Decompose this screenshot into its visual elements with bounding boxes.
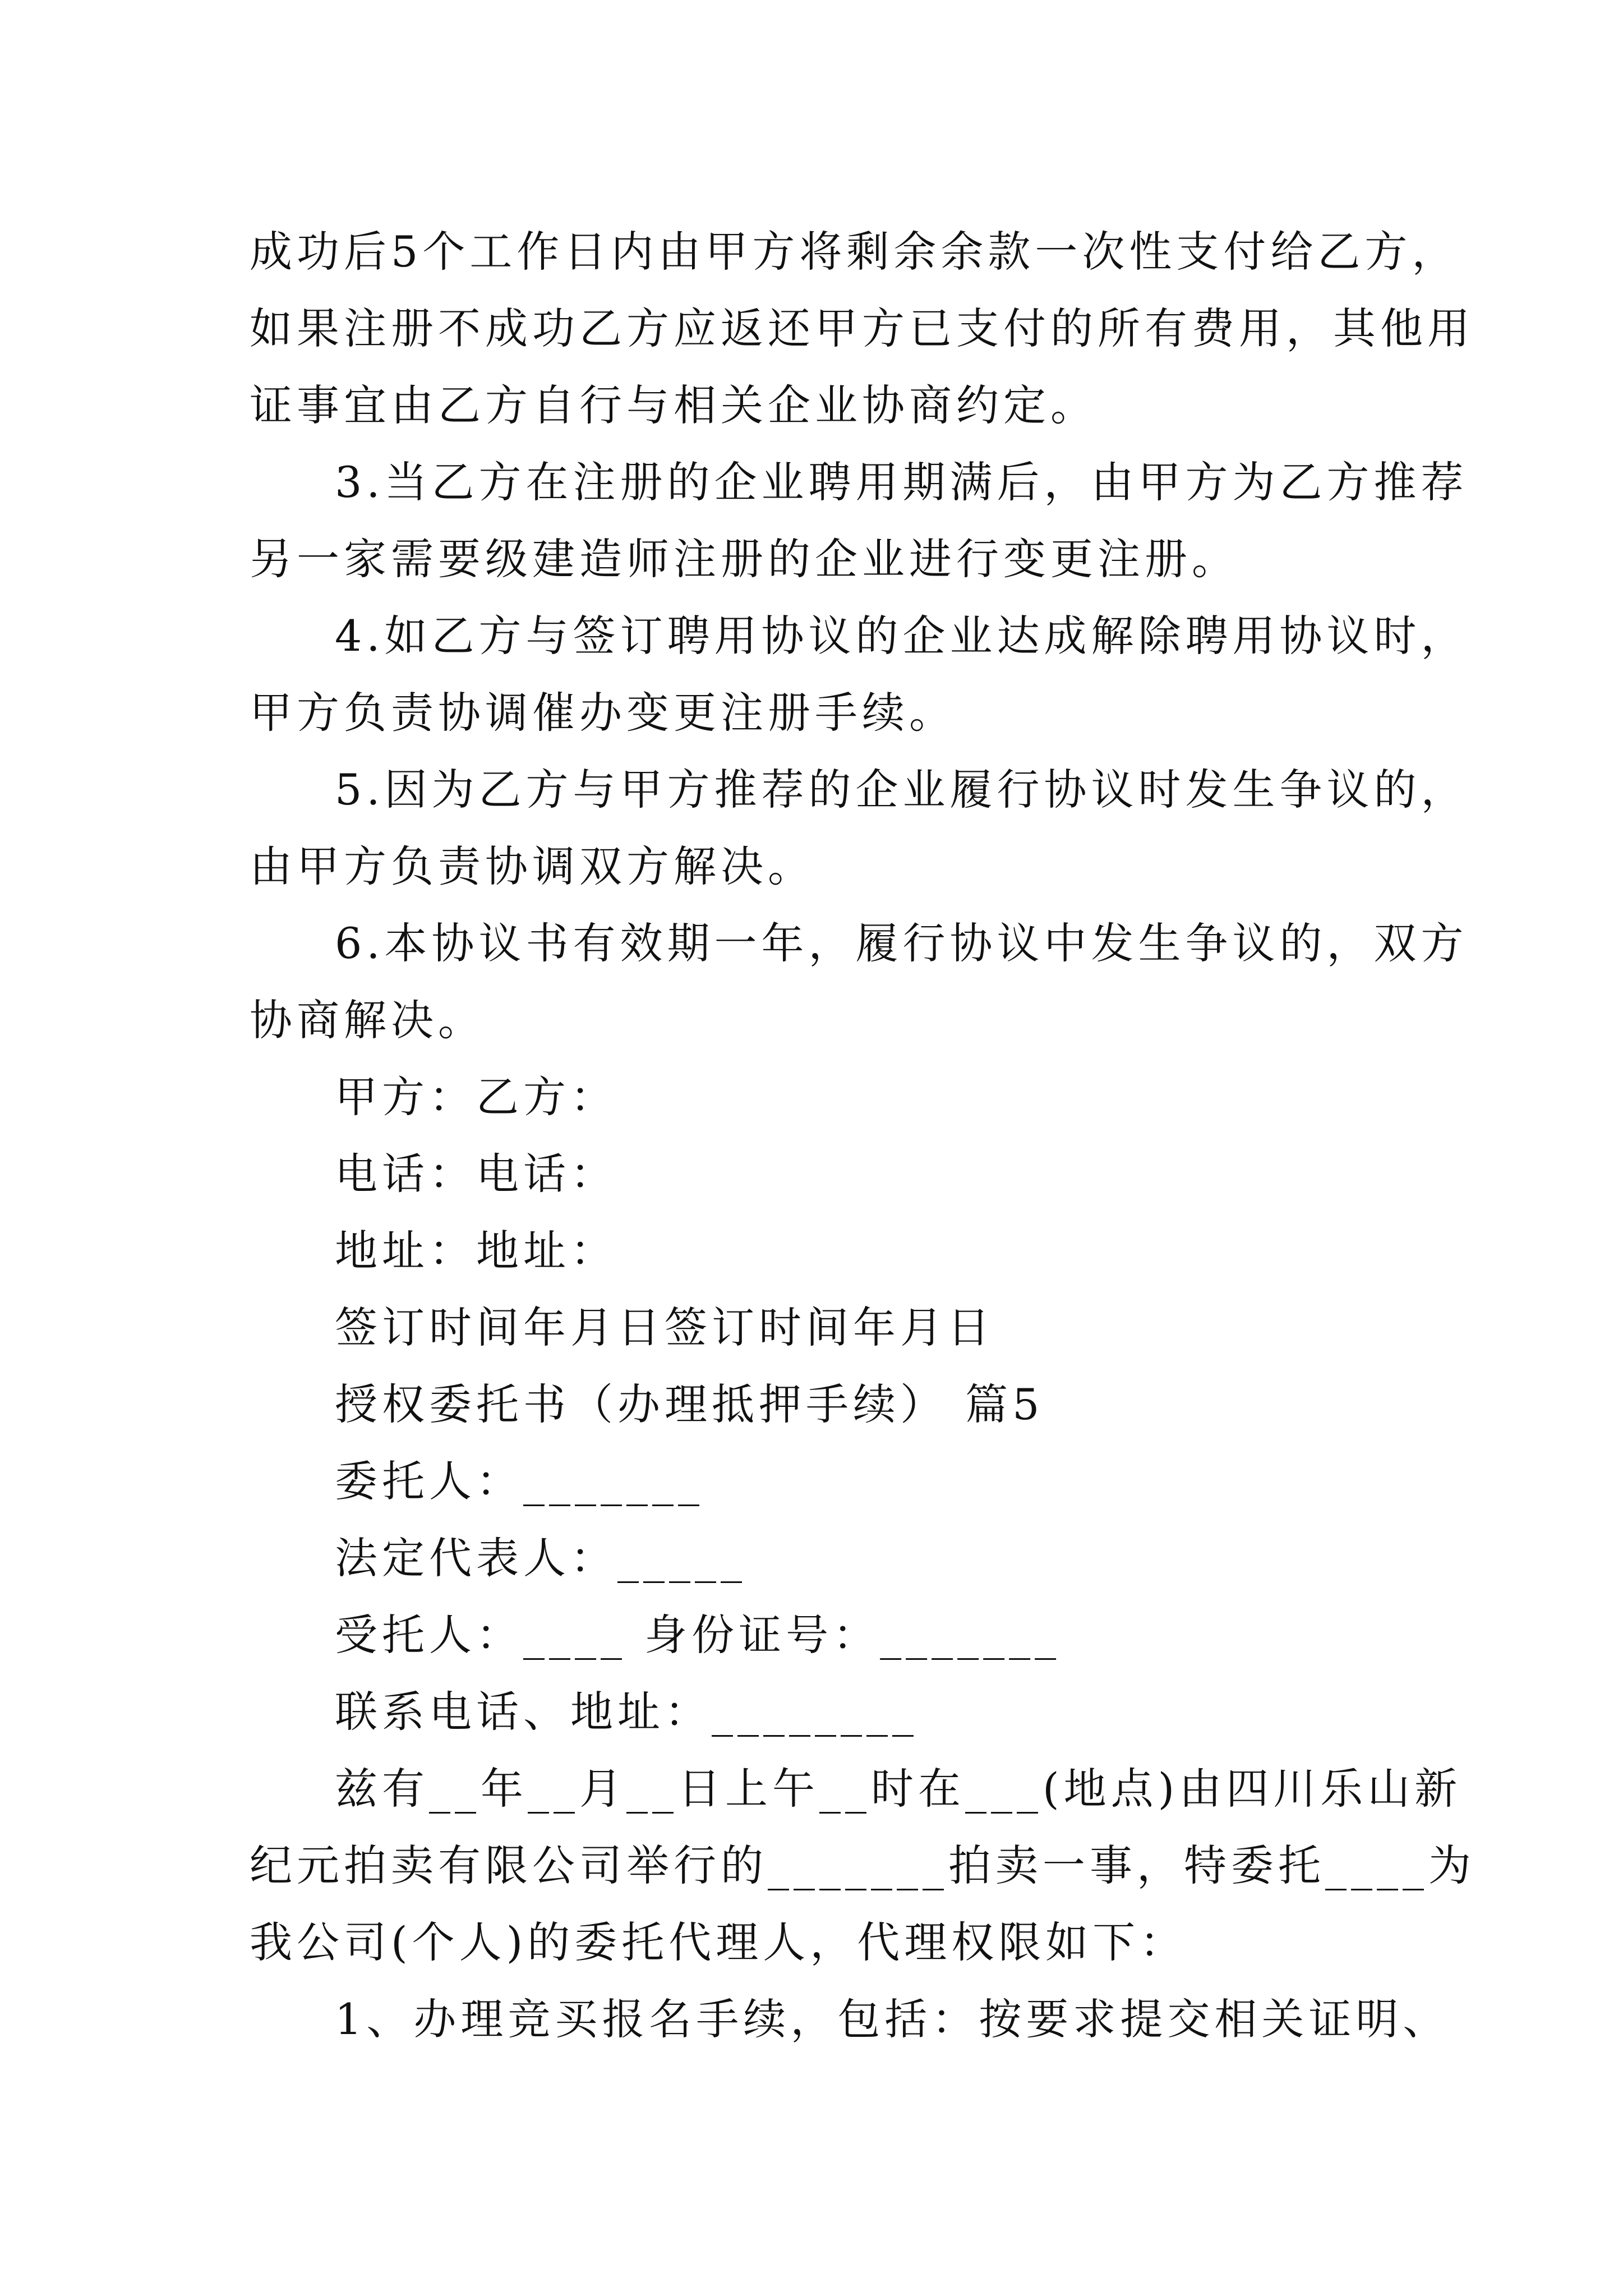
paragraph-line: 纪元拍卖有限公司举行的_______拍卖一事，特委托____为 xyxy=(250,1841,1476,1890)
paragraph-line: 我公司(个人)的委托代理人，代理权限如下： xyxy=(250,1917,1187,1967)
address-line: 地址：地址： xyxy=(335,1226,617,1276)
phone-line: 电话：电话： xyxy=(335,1149,617,1199)
signing-date-line: 签订时间年月日签订时间年月日 xyxy=(335,1303,994,1352)
paragraph-line: 甲方负责协调催办变更注册手续。 xyxy=(250,688,956,738)
agent-id-line: 受托人：____ 身份证号：_______ xyxy=(335,1610,1061,1660)
authorization-line: 兹有__年__月__日上午__时在___(地点)由四川乐山新 xyxy=(335,1764,1462,1814)
authority-item-1: 1、办理竞买报名手续，包括：按要求提交相关证明、 xyxy=(335,1994,1450,2044)
clause-4-line: 4.如乙方与签订聘用协议的企业达成解除聘用协议时， xyxy=(335,611,1468,661)
paragraph-line: 由甲方负责协调双方解决。 xyxy=(250,841,815,891)
principal-line: 委托人：_______ xyxy=(335,1456,704,1506)
contact-line: 联系电话、地址：________ xyxy=(335,1687,918,1737)
clause-3-line: 3.当乙方在注册的企业聘用期满后，由甲方为乙方推荐 xyxy=(335,457,1468,507)
paragraph-line: 如果注册不成功乙方应返还甲方已支付的所有费用，其他用 xyxy=(250,303,1474,353)
legal-representative-line: 法定代表人：_____ xyxy=(335,1533,746,1583)
document-body xyxy=(250,213,1476,2058)
clause-5-line: 5.因为乙方与甲方推荐的企业履行协议时发生争议的， xyxy=(335,765,1468,815)
party-line: 甲方：乙方： xyxy=(335,1072,617,1122)
paragraph-line: 另一家需要级建造师注册的企业进行变更注册。 xyxy=(250,534,1239,584)
paragraph-line: 证事宜由乙方自行与相关企业协商约定。 xyxy=(250,380,1098,430)
clause-6-line: 6.本协议书有效期一年，履行协议中发生争议的，双方 xyxy=(335,918,1468,968)
section-heading: 授权委托书（办理抵押手续） 篇5 xyxy=(335,1379,1044,1429)
paragraph-line: 协商解决。 xyxy=(250,995,485,1045)
paragraph-line: 成功后5个工作日内由甲方将剩余余款一次性支付给乙方， xyxy=(250,227,1459,277)
